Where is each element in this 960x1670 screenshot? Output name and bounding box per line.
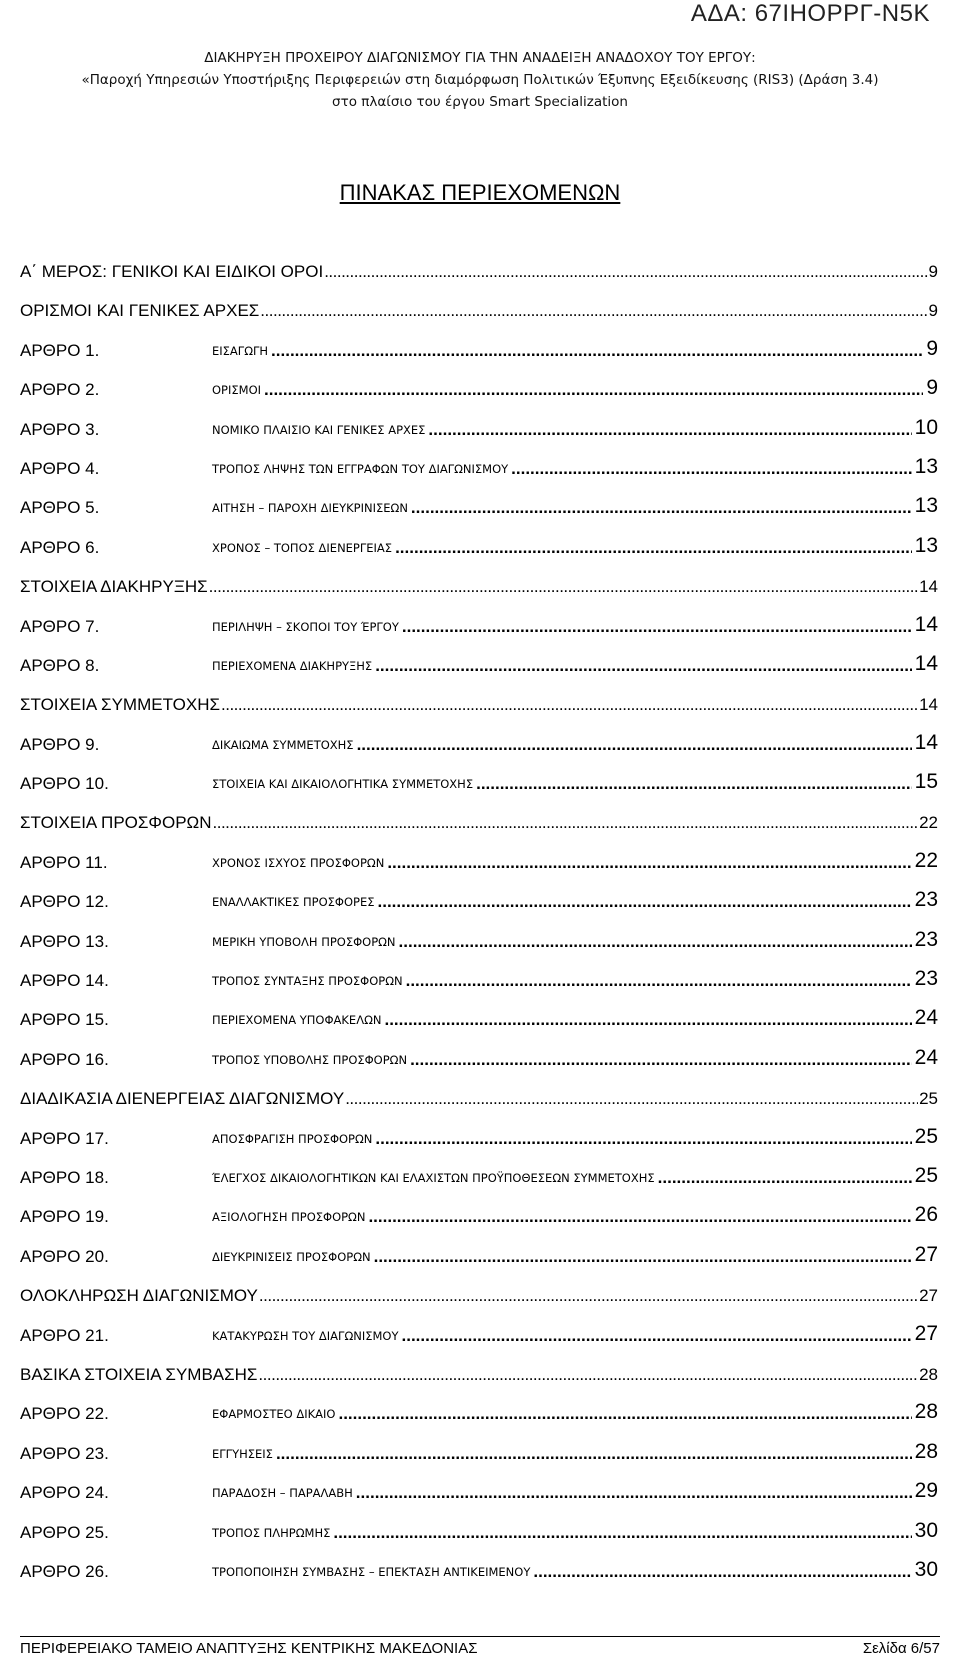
toc-entry-title: ΜΕΡΙΚΗ ΥΠΟΒΟΛΗ ΠΡΟΣΦΟΡΩΝ	[212, 934, 396, 949]
toc-article-number: ΑΡΘΡΟ 16.	[20, 1049, 109, 1069]
toc-article-number: ΑΡΘΡΟ 7.	[20, 616, 100, 636]
toc-article-entry[interactable]	[20, 612, 938, 656]
toc-entry-title: ΟΡΙΣΜΟΙ ΚΑΙ ΓΕΝΙΚΕΣ ΑΡΧΕΣ	[20, 301, 260, 321]
toc-article-number: ΑΡΘΡΟ 1.	[20, 340, 100, 360]
toc-page-number: 28	[914, 1439, 938, 1463]
toc-page-number: 13	[914, 533, 938, 557]
toc-title: ΠΙΝΑΚΑΣ ΠΕΡΙΕΧΟΜΕΝΩΝ	[339, 180, 621, 205]
toc-article-number: ΑΡΘΡΟ 17.	[20, 1128, 109, 1148]
page-footer	[20, 1636, 940, 1657]
toc-dot-leader	[658, 1168, 912, 1188]
toc-article-number: ΑΡΘΡΟ 5.	[20, 498, 100, 518]
toc-page-number: 27	[914, 1321, 938, 1345]
toc-article-number: ΑΡΘΡΟ 11.	[20, 852, 108, 872]
ada-code: ΑΔΑ: 67ΙΗΟΡΡΓ-Ν5Κ	[690, 0, 930, 27]
toc-section-entry[interactable]	[20, 695, 938, 734]
toc-entry-title: ΑΠΟΣΦΡΑΓΙΣΗ ΠΡΟΣΦΟΡΩΝ	[212, 1131, 373, 1146]
toc-page-number: 27	[914, 1242, 938, 1266]
toc-entry-title: ΠΕΡΙΕΧΟΜΕΝΑ ΥΠΟΦΑΚΕΛΩΝ	[212, 1013, 382, 1028]
table-of-contents	[20, 262, 938, 1601]
toc-article-entry[interactable]	[20, 1203, 938, 1246]
toc-entry-title: ΕΝΑΛΛΑΚΤΙΚΕΣ ΠΡΟΣΦΟΡΕΣ	[212, 895, 375, 910]
toc-page-number: 27	[919, 1286, 938, 1306]
toc-dot-leader	[338, 1404, 911, 1424]
toc-article-entry[interactable]	[20, 888, 938, 931]
toc-article-entry[interactable]	[20, 1479, 938, 1522]
toc-article-number: ΑΡΘΡΟ 26.	[20, 1561, 109, 1581]
toc-entry-title: ΤΡΟΠΟΠΟΙΗΣΗ ΣΥΜΒΑΣΗΣ – ΕΠΕΚΤΑΣΗ ΑΝΤΙΚΕΙΜΕΝΟΥ	[212, 1564, 531, 1579]
toc-page-number: 15	[914, 770, 938, 794]
toc-page-number: 26	[914, 1203, 938, 1227]
toc-section-entry[interactable]	[20, 813, 938, 852]
toc-page-number: 13	[914, 454, 938, 478]
toc-entry-title: Α΄ ΜΕΡΟΣ: ΓΕΝΙΚΟΙ ΚΑΙ ΕΙΔΙΚΟΙ ΟΡΟΙ	[20, 262, 324, 281]
toc-article-number: ΑΡΘΡΟ 9.	[20, 734, 100, 754]
toc-article-number: ΑΡΘΡΟ 6.	[20, 537, 100, 557]
toc-section-entry[interactable]	[20, 1286, 938, 1325]
toc-entry-title: ΠΑΡΑΔΟΣΗ – ΠΑΡΑΛΑΒΗ	[212, 1486, 353, 1501]
toc-entry-title: ΣΤΟΙΧΕΙΑ ΔΙΑΚΗΡΥΞΗΣ	[20, 577, 208, 597]
toc-article-entry[interactable]	[20, 415, 938, 459]
toc-article-entry[interactable]	[20, 1006, 938, 1049]
toc-article-number: ΑΡΘΡΟ 21.	[20, 1325, 109, 1345]
toc-article-entry[interactable]	[20, 1400, 938, 1443]
toc-dot-leader	[264, 380, 923, 400]
toc-entry-title: ΤΡΟΠΟΣ ΥΠΟΒΟΛΗΣ ΠΡΟΣΦΟΡΩΝ	[212, 1052, 408, 1067]
toc-dot-leader	[476, 774, 912, 794]
header-line-3: στο πλαίσιο του έργου Smart Specialization	[332, 94, 628, 110]
toc-entry-title: ΟΛΟΚΛΗΡΩΣΗ ΔΙΑΓΩΝΙΣΜΟΥ	[20, 1286, 258, 1306]
footer-page-number: Σελίδα 6/57	[862, 1640, 940, 1657]
toc-dot-leader	[260, 301, 927, 321]
footer-organization: ΠΕΡΙΦΕΡΕΙΑΚΟ ΤΑΜΕΙΟ ΑΝΑΠΤΥΞΗΣ ΚΕΝΤΡΙΚΗΣ ΜΑΚΕΔΟΝΙΑΣ	[20, 1640, 478, 1657]
toc-page-number: 14	[914, 612, 938, 636]
toc-page-number: 13	[914, 494, 938, 518]
toc-entry-title: ΝΟΜΙΚΟ ΠΛΑΙΣΙΟ ΚΑΙ ΓΕΝΙΚΕΣ ΑΡΧΕΣ	[212, 422, 426, 437]
toc-entry-title: ΤΡΟΠΟΣ ΠΛΗΡΩΜΗΣ	[212, 1525, 331, 1540]
toc-section-entry[interactable]	[20, 1365, 938, 1404]
toc-page-number: 30	[914, 1518, 938, 1542]
toc-article-entry[interactable]	[20, 730, 938, 774]
toc-page-number: 28	[914, 1400, 938, 1424]
toc-page-number: 29	[914, 1479, 938, 1503]
toc-page-number: 22	[914, 848, 938, 872]
toc-entry-title: ΕΙΣΑΓΩΓΗ	[212, 343, 269, 358]
toc-dot-leader	[324, 262, 927, 282]
toc-article-number: ΑΡΘΡΟ 20.	[20, 1246, 109, 1266]
toc-page-number: 24	[914, 1006, 938, 1030]
toc-article-entry[interactable]	[20, 651, 938, 695]
toc-dot-leader	[271, 341, 923, 361]
toc-entry-title: ΧΡΟΝΟΣ ΙΣΧΥΟΣ ΠΡΟΣΦΟΡΩΝ	[212, 855, 385, 870]
toc-article-number: ΑΡΘΡΟ 15.	[20, 1010, 109, 1030]
toc-article-number: ΑΡΘΡΟ 13.	[20, 931, 109, 951]
toc-article-entry[interactable]	[20, 494, 938, 537]
toc-entry-title: ΠΕΡΙΕΧΟΜΕΝΑ ΔΙΑΚΗΡΥΞΗΣ	[212, 658, 373, 673]
toc-dot-leader	[406, 971, 912, 991]
toc-dot-leader	[258, 1365, 918, 1385]
toc-entry-title: ΧΡΟΝΟΣ – ΤΟΠΟΣ ΔΙΕΝΕΡΓΕΙΑΣ	[212, 540, 393, 555]
toc-page-number: 28	[919, 1364, 938, 1384]
toc-entry-title: ΟΡΙΣΜΟΙ	[212, 383, 262, 398]
toc-entry-title: ΣΤΟΙΧΕΙΑ ΠΡΟΣΦΟΡΩΝ	[20, 813, 212, 833]
toc-dot-leader	[378, 892, 912, 912]
toc-article-number: ΑΡΘΡΟ 3.	[20, 419, 100, 439]
toc-entry-title: ΣΤΟΙΧΕΙΑ ΚΑΙ ΔΙΚΑΙΟΛΟΓΗΤΙΚΑ ΣΥΜΜΕΤΟΧΗΣ	[212, 777, 474, 792]
toc-article-entry[interactable]	[20, 336, 938, 380]
toc-entry-title: ΔΙΚΑΙΩΜΑ ΣΥΜΜΕΤΟΧΗΣ	[212, 737, 354, 752]
toc-page-number: 25	[919, 1089, 938, 1109]
toc-dot-leader	[410, 1050, 912, 1070]
toc-dot-leader	[209, 577, 918, 597]
toc-article-entry[interactable]	[20, 927, 938, 971]
toc-article-entry[interactable]	[20, 1124, 938, 1168]
toc-article-number: ΑΡΘΡΟ 14.	[20, 971, 109, 991]
toc-article-number: ΑΡΘΡΟ 2.	[20, 380, 100, 400]
toc-page-number: 9	[928, 262, 938, 281]
toc-article-number: ΑΡΘΡΟ 24.	[20, 1483, 109, 1503]
toc-section-entry[interactable]	[20, 262, 938, 301]
toc-entry-title: ΕΦΑΡΜΟΣΤΕΟ ΔΙΚΑΙΟ	[212, 1407, 336, 1422]
toc-section-entry[interactable]	[20, 301, 938, 340]
toc-entry-title: ΤΡΟΠΟΣ ΛΗΨΗΣ ΤΩΝ ΕΓΓΡΑΦΩΝ ΤΟΥ ΔΙΑΓΩΝΙΣΜΟΥ	[212, 461, 509, 476]
toc-article-number: ΑΡΘΡΟ 4.	[20, 458, 100, 478]
toc-entry-title: ΕΓΓΥΗΣΕΙΣ	[212, 1446, 273, 1461]
toc-page-number: 14	[919, 695, 938, 715]
toc-article-entry[interactable]	[20, 454, 938, 498]
toc-dot-leader	[345, 1089, 918, 1109]
toc-dot-leader	[356, 1483, 912, 1503]
toc-dot-leader	[333, 1523, 911, 1543]
toc-dot-leader	[402, 1326, 912, 1346]
toc-article-number: ΑΡΘΡΟ 18.	[20, 1167, 109, 1187]
toc-entry-title: ΠΕΡΙΛΗΨΗ – ΣΚΟΠΟΙ ΤΟΥ ΈΡΓΟΥ	[212, 619, 399, 634]
toc-article-number: ΑΡΘΡΟ 25.	[20, 1522, 109, 1542]
toc-dot-leader	[259, 1286, 918, 1306]
toc-dot-leader	[221, 695, 918, 715]
toc-article-entry[interactable]	[20, 770, 938, 813]
toc-page-number: 10	[914, 415, 938, 439]
toc-article-entry[interactable]	[20, 1321, 938, 1365]
header-line-1: ΔΙΑΚΗΡΥΞΗ ΠΡΟΧΕΙΡΟΥ ΔΙΑΓΩΝΙΣΜΟΥ ΓΙΑ ΤΗΝ ΑΝΑΔΕΙΞΗ ΑΝΑΔΟΧΟΥ ΤΟΥ ΕΡΓΟΥ:	[204, 50, 756, 66]
toc-article-entry[interactable]	[20, 1518, 938, 1562]
toc-article-number: ΑΡΘΡΟ 19.	[20, 1207, 109, 1227]
toc-article-entry[interactable]	[20, 967, 938, 1010]
toc-dot-leader	[213, 813, 919, 833]
toc-dot-leader	[276, 1444, 912, 1464]
toc-dot-leader	[375, 1129, 911, 1149]
toc-entry-title: ΈΛΕΓΧΟΣ ΔΙΚΑΙΟΛΟΓΗΤΙΚΩΝ ΚΑΙ ΕΛΑΧΙΣΤΩΝ ΠΡΟΫΠΟΘΕΣΕΩΝ ΣΥΜΜΕΤΟΧΗΣ	[212, 1170, 655, 1185]
toc-dot-leader	[374, 1247, 912, 1267]
toc-entry-title: ΔΙΕΥΚΡΙΝΙΣΕΙΣ ΠΡΟΣΦΟΡΩΝ	[212, 1249, 371, 1264]
toc-entry-title: ΚΑΤΑΚΥΡΩΣΗ ΤΟΥ ΔΙΑΓΩΝΙΣΜΟΥ	[212, 1328, 399, 1343]
toc-dot-leader	[399, 932, 912, 952]
toc-article-entry[interactable]	[20, 376, 938, 419]
toc-dot-leader	[357, 735, 912, 755]
toc-article-number: ΑΡΘΡΟ 8.	[20, 655, 100, 675]
toc-dot-leader	[411, 498, 912, 518]
toc-dot-leader	[387, 853, 911, 873]
toc-article-entry[interactable]	[20, 1557, 938, 1601]
toc-page-number: 9	[926, 336, 938, 360]
toc-page-number: 24	[914, 1045, 938, 1069]
toc-page-number: 9	[926, 376, 938, 400]
header-line-2: «Παροχή Υπηρεσιών Υποστήριξης Περιφερειών στη διαμόρφωση Πολιτικών Έξυπνης Εξειδίκευσης (RIS3) (Δράση 3.4)	[81, 72, 879, 88]
toc-article-number: ΑΡΘΡΟ 23.	[20, 1443, 109, 1463]
toc-dot-leader	[395, 538, 912, 558]
toc-entry-title: ΔΙΑΔΙΚΑΣΙΑ ΔΙΕΝΕΡΓΕΙΑΣ ΔΙΑΓΩΝΙΣΜΟΥ	[20, 1089, 345, 1109]
toc-page-number: 23	[914, 967, 938, 991]
toc-page-number: 25	[914, 1124, 938, 1148]
toc-article-entry[interactable]	[20, 1163, 938, 1207]
toc-dot-leader	[368, 1207, 911, 1227]
toc-page-number: 14	[919, 577, 938, 597]
toc-page-number: 23	[914, 888, 938, 912]
toc-dot-leader	[375, 656, 911, 676]
toc-page-number: 30	[914, 1557, 938, 1581]
toc-dot-leader	[533, 1562, 911, 1582]
toc-dot-leader	[402, 617, 912, 637]
toc-page-number: 22	[919, 813, 938, 833]
toc-page-number: 25	[914, 1163, 938, 1187]
toc-entry-title: ΣΤΟΙΧΕΙΑ ΣΥΜΜΕΤΟΧΗΣ	[20, 695, 220, 715]
toc-entry-title: ΑΞΙΟΛΟΓΗΣΗ ΠΡΟΣΦΟΡΩΝ	[212, 1210, 366, 1225]
toc-article-entry[interactable]	[20, 1045, 938, 1089]
toc-entry-title: ΒΑΣΙΚΑ ΣΤΟΙΧΕΙΑ ΣΥΜΒΑΣΗΣ	[20, 1364, 258, 1384]
toc-entry-title: ΤΡΟΠΟΣ ΣΥΝΤΑΞΗΣ ΠΡΟΣΦΟΡΩΝ	[212, 974, 403, 989]
toc-dot-leader	[428, 420, 911, 440]
toc-article-entry[interactable]	[20, 1439, 938, 1483]
toc-section-entry[interactable]	[20, 1089, 938, 1128]
toc-article-entry[interactable]	[20, 533, 938, 577]
toc-page-number: 23	[914, 927, 938, 951]
toc-article-number: ΑΡΘΡΟ 22.	[20, 1404, 109, 1424]
toc-article-entry[interactable]	[20, 848, 938, 892]
toc-page-number: 14	[914, 730, 938, 754]
toc-article-number: ΑΡΘΡΟ 10.	[20, 774, 109, 794]
toc-article-entry[interactable]	[20, 1242, 938, 1286]
toc-dot-leader	[384, 1010, 911, 1030]
toc-page-number: 9	[928, 301, 938, 321]
toc-section-entry[interactable]	[20, 577, 938, 616]
toc-article-number: ΑΡΘΡΟ 12.	[20, 892, 109, 912]
toc-dot-leader	[511, 459, 911, 479]
toc-page-number: 14	[914, 651, 938, 675]
toc-entry-title: ΑΙΤΗΣΗ – ΠΑΡΟΧΗ ΔΙΕΥΚΡΙΝΙΣΕΩΝ	[212, 501, 408, 516]
